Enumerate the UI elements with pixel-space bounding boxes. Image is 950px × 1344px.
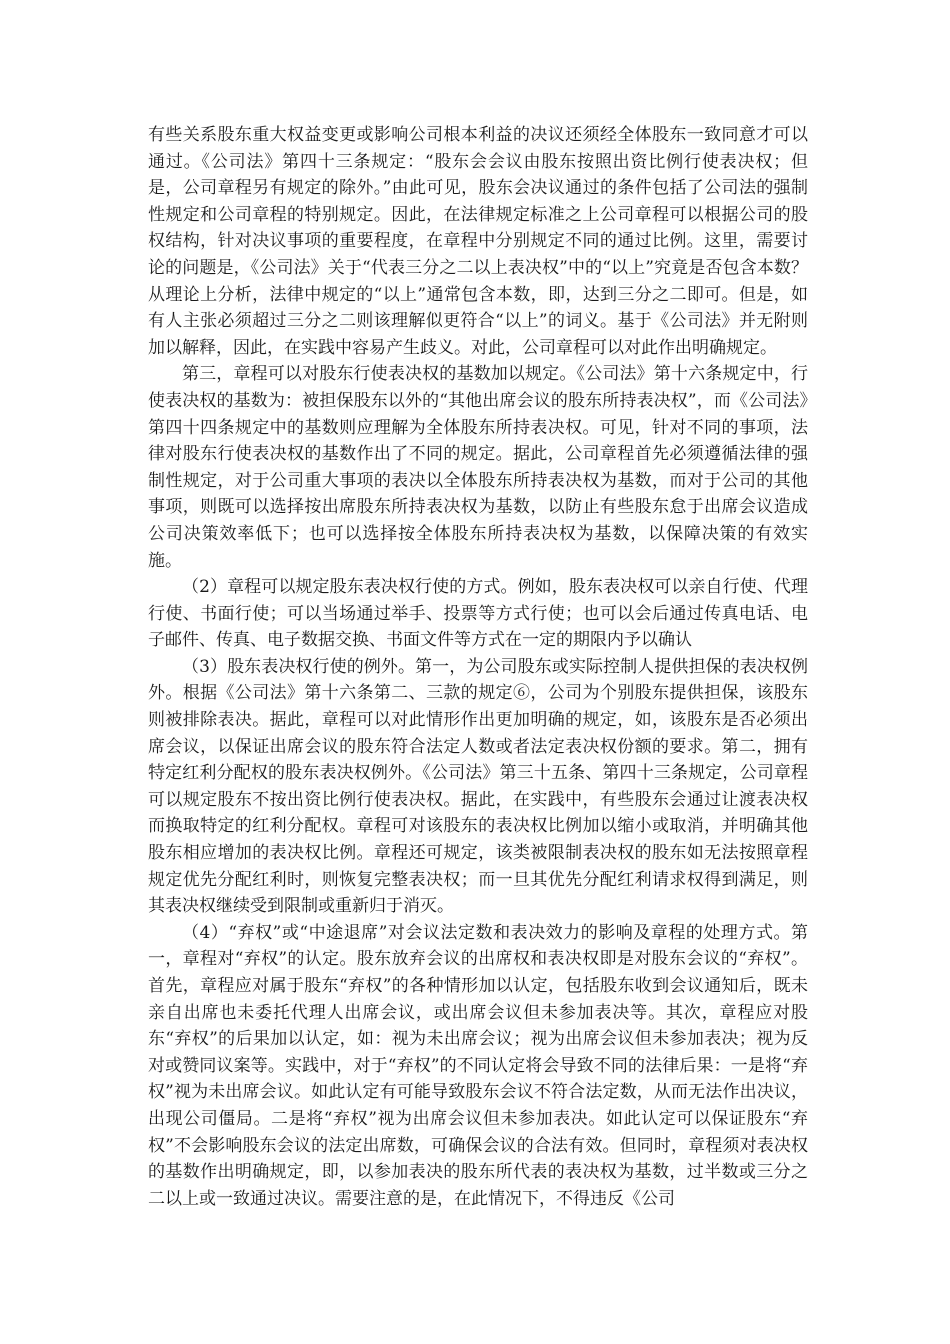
paragraph-abstention: （4）“弃权”或“中途退席”对会议法定数和表决效力的影响及章程的处理方式。第一，章程对“弃权”的认定。股东放弃会议的出席权和表决权即是对股东会议的“弃权”。首先，章程应对属于股东“弃权”的各种情形加以认定，包括股东收到会议通知后，既未亲自出席也未委托代理人出席会议，或出席会议但未参加表决等。其次，章程应对股东“弃权”的后果加以认定，如：视为未出席会议；视为出席会议但未参加表决；视为反对或赞同议案等。实践中，对于“弃权”的不同认定将会导致不同的法律后果：一是将“弃权”视为未出席会议。如此认定有可能导致股东会议不符合法定数，从而无法作出决议，出现公司僵局。二是将“弃权”视为出席会议但未参加表决。如此认定可以保证股东“弃权”不会影响股东会议的法定出席数，可确保会议的合法有效。但同时，章程须对表决权的基数作出明确规定，即，以参加表决的股东所代表的表决权为基数，过半数或三分之二以上或一致通过决议。需要注意的是，在此情况下，不得违反《公司 — [148, 922, 808, 1209]
paragraph-voting-thresholds: 有些关系股东重大权益变更或影响公司根本利益的决议还须经全体股东一致同意才可以通过。《公司法》第四十三条规定：“股东会会议由股东按照出资比例行使表决权；但是，公司章程另有规定的除外。”由此可见，股东会决议通过的条件包括了公司法的强制性规定和公司章程的特别规定。因此，在法律规定标准之上公司章程可以根据公司的股权结构，针对决议事项的重要程度，在章程中分别规定不同的通过比例。这里，需要讨论的问题是，《公司法》关于“代表三分之二以上表决权”中的“以上”究竟是否包含本数？从理论上分析，法律中规定的“以上”通常包含本数，即，达到三分之二即可。但是，如有人主张必须超过三分之二则该理解似更符合“以上”的词义。基于《公司法》并无附则加以解释，因此，在实践中容易产生歧义。对此，公司章程可以对此作出明确规定。 — [148, 125, 808, 358]
paragraph-voting-exceptions: （3）股东表决权行使的例外。第一，为公司股东或实际控制人提供担保的表决权例外。根据《公司法》第十六条第二、三款的规定⑥，公司为个别股东提供担保，该股东则被排除表决。据此，章程可以对此情形作出更加明确的规定，如，该股东是否必须出席会议，以保证出席会议的股东符合法定人数或者法定表决权份额的要求。第二，拥有特定红利分配权的股东表决权例外。《公司法》第三十五条、第四十三条规定，公司章程可以规定股东不按出资比例行使表决权。据此，在实践中，有些股东会通过让渡表决权而换取特定的红利分配权。章程可对该股东的表决权比例加以缩小或取消，并明确其他股东相应增加的表决权比例。章程还可规定，该类被限制表决权的股东如无法按照章程规定优先分配红利时，则恢复完整表决权；而一旦其优先分配红利请求权得到满足，则其表决权继续受到限制或重新归于消灭。 — [148, 656, 808, 917]
paragraph-voting-methods: （2）章程可以规定股东表决权行使的方式。例如，股东表决权可以亲自行使、代理行使、书面行使；可以当场通过举手、投票等方式行使；也可以会后通过传真电话、电子邮件、传真、电子数据交换、书面文件等方式在一定的期限内予以确认 — [148, 577, 808, 651]
document-body — [148, 122, 808, 1212]
paragraph-voting-base: 第三，章程可以对股东行使表决权的基数加以规定。《公司法》第十六条规定中，行使表决权的基数为：被担保股东以外的“其他出席会议的股东所持表决权”，而《公司法》第四十四条规定中的基数则应理解为全体股东所持表决权。可见，针对不同的事项，法律对股东行使表决权的基数作出了不同的规定。据此，公司章程首先必须遵循法律的强制性规定，对于公司重大事项的表决以全体股东所持表决权为基数，而对于公司的其他事项，则既可以选择按出席股东所持表决权为基数，以防止有些股东怠于出席会议造成公司决策效率低下；也可以选择按全体股东所持表决权为基数，以保障决策的有效实施。 — [148, 364, 808, 571]
